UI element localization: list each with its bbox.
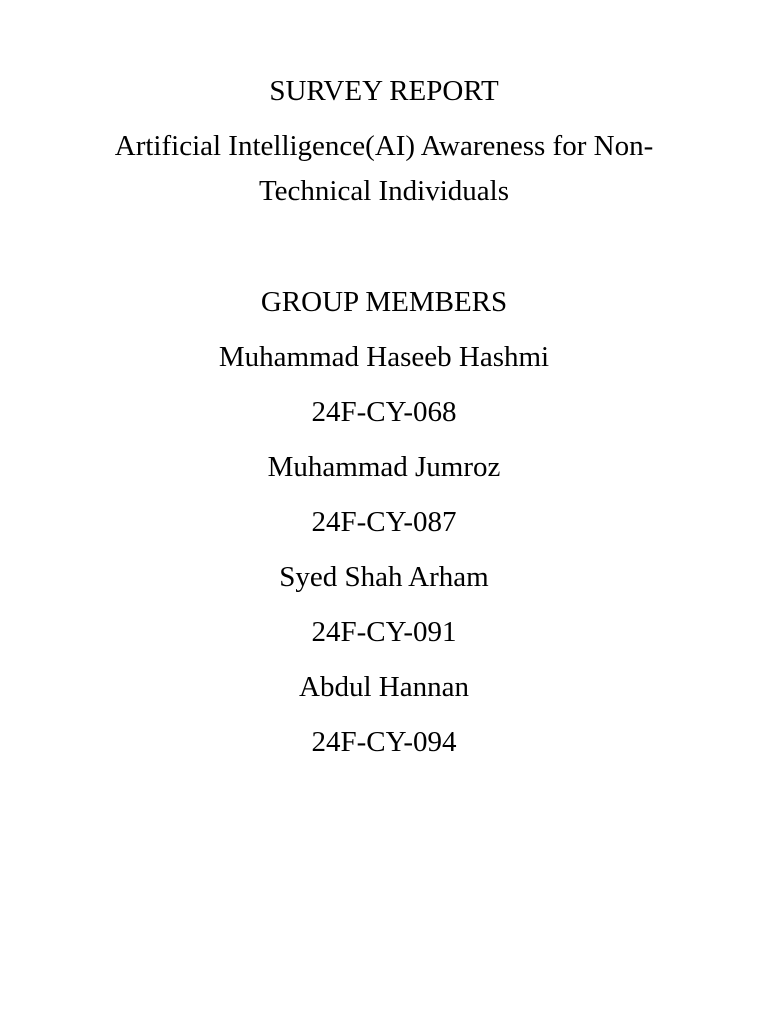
member-name: Abdul Hannan (299, 671, 469, 703)
member-id: 24F-CY-068 (311, 396, 457, 428)
group-members-heading: GROUP MEMBERS (260, 286, 508, 318)
member-name: Syed Shah Arham (279, 561, 489, 593)
member-id: 24F-CY-094 (311, 726, 457, 758)
member-id: 24F-CY-087 (311, 506, 457, 538)
report-title: SURVEY REPORT (269, 75, 499, 107)
member-name: Muhammad Jumroz (267, 451, 501, 483)
member-name: Muhammad Haseeb Hashmi (218, 341, 550, 373)
report-subtitle-line-2: Technical Individuals (258, 175, 510, 207)
report-subtitle-line-1: Artificial Intelligence(AI) Awareness for Non- (114, 130, 654, 162)
member-id: 24F-CY-091 (311, 616, 457, 648)
